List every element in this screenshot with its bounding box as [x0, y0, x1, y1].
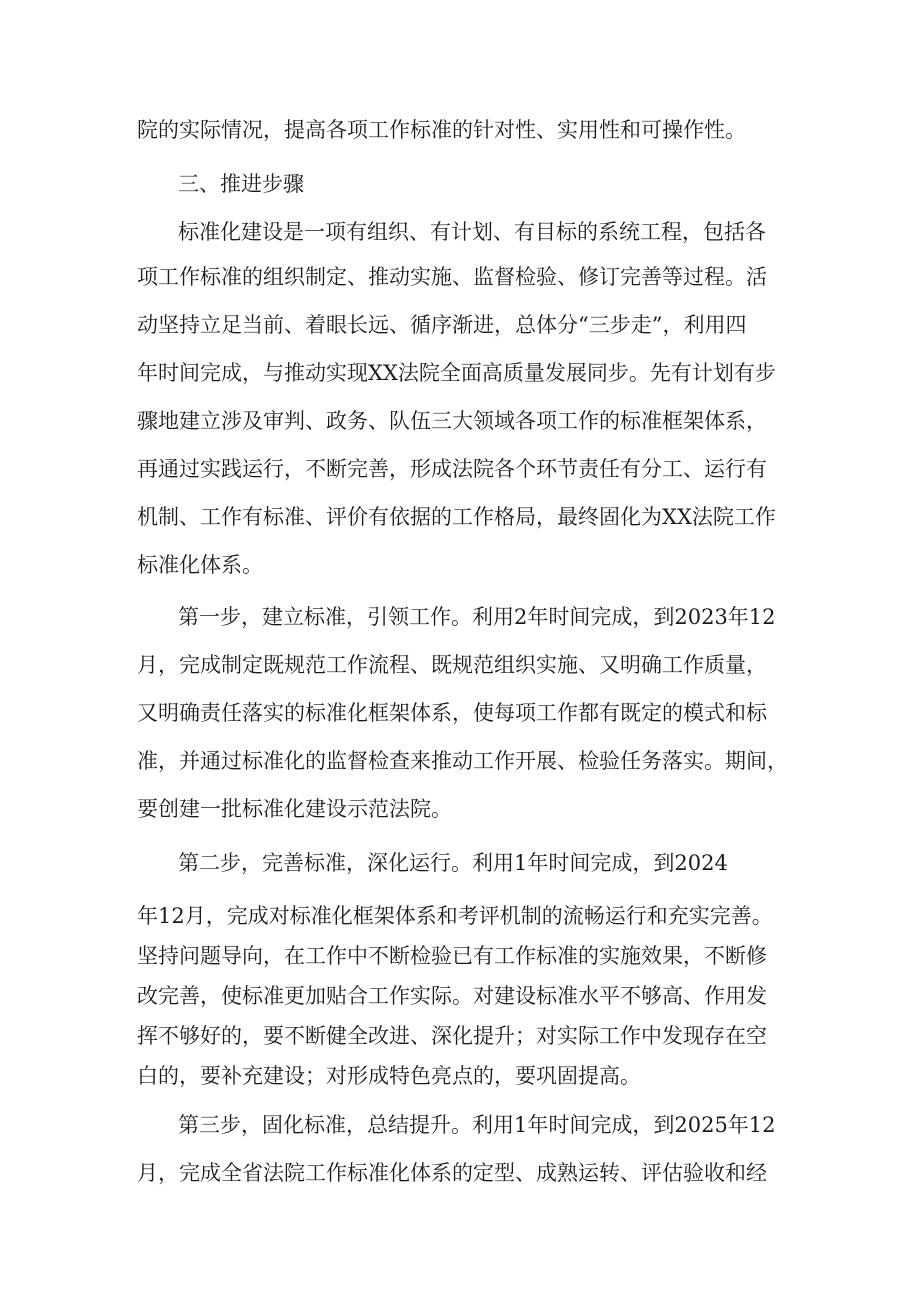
text-line: 年12月，完成对标准化框架体系和考评机制的流畅运行和充实完善。: [137, 904, 773, 928]
text-line: 第二步，完善标准，深化运行。利用1年时间完成，到2024: [178, 851, 728, 875]
text-line: 年时间完成，与推动实现XX法院全面高质量发展同步。先有计划有步: [137, 361, 776, 385]
text-line: 机制、工作有标准、评价有依据的工作格局，最终固化为XX法院工作: [137, 505, 776, 529]
text-line: 月，完成全省法院工作标准化体系的定型、成熟运转、评估验收和经: [137, 1161, 767, 1185]
text-line: 动坚持立足当前、着眼长远、循序渐进，总体分“三步走”，利用四: [137, 313, 747, 337]
text-line: 挥不够好的，要不断健全改进、深化提升；对实际工作中发现存在空: [137, 1024, 767, 1048]
text-line: 骤地建立涉及审判、政务、队伍三大领域各项工作的标准框架体系，: [137, 409, 767, 433]
text-line: 第一步，建立标准，引领工作。利用2年时间完成，到2023年12: [178, 605, 776, 629]
text-line: 标准化建设是一项有组织、有计划、有目标的系统工程，包括各: [178, 220, 766, 244]
text-line: 坚持问题导向，在工作中不断检验已有工作标准的实施效果，不断修: [137, 944, 767, 968]
text-line: 改完善，使标准更加贴合工作实际。对建设标准水平不够高、作用发: [137, 984, 767, 1008]
text-line: 第三步，固化标准，总结提升。利用1年时间完成，到2025年12: [178, 1113, 776, 1137]
text-line: 院的实际情况，提高各项工作标准的针对性、实用性和可操作性。: [137, 118, 746, 142]
text-line: 又明确责任落实的标准化框架体系，使每项工作都有既定的模式和标: [137, 701, 767, 725]
text-line: 准，并通过标准化的监督检查来推动工作开展、检验任务落实。期间，: [137, 749, 788, 773]
text-line: 要创建一批标准化建设示范法院。: [137, 797, 452, 821]
text-line: 月，完成制定既规范工作流程、既规范组织实施、又明确工作质量，: [137, 653, 767, 677]
text-line: 白的，要补充建设；对形成特色亮点的，要巩固提高。: [137, 1064, 641, 1088]
section-heading: 三、推进步骤: [178, 172, 304, 196]
text-line: 标准化体系。: [137, 553, 263, 577]
text-line: 项工作标准的组织制定、推动实施、监督检验、修订完善等过程。活: [137, 265, 767, 289]
text-line: 再通过实践运行，不断完善，形成法院各个环节责任有分工、运行有: [137, 457, 767, 481]
